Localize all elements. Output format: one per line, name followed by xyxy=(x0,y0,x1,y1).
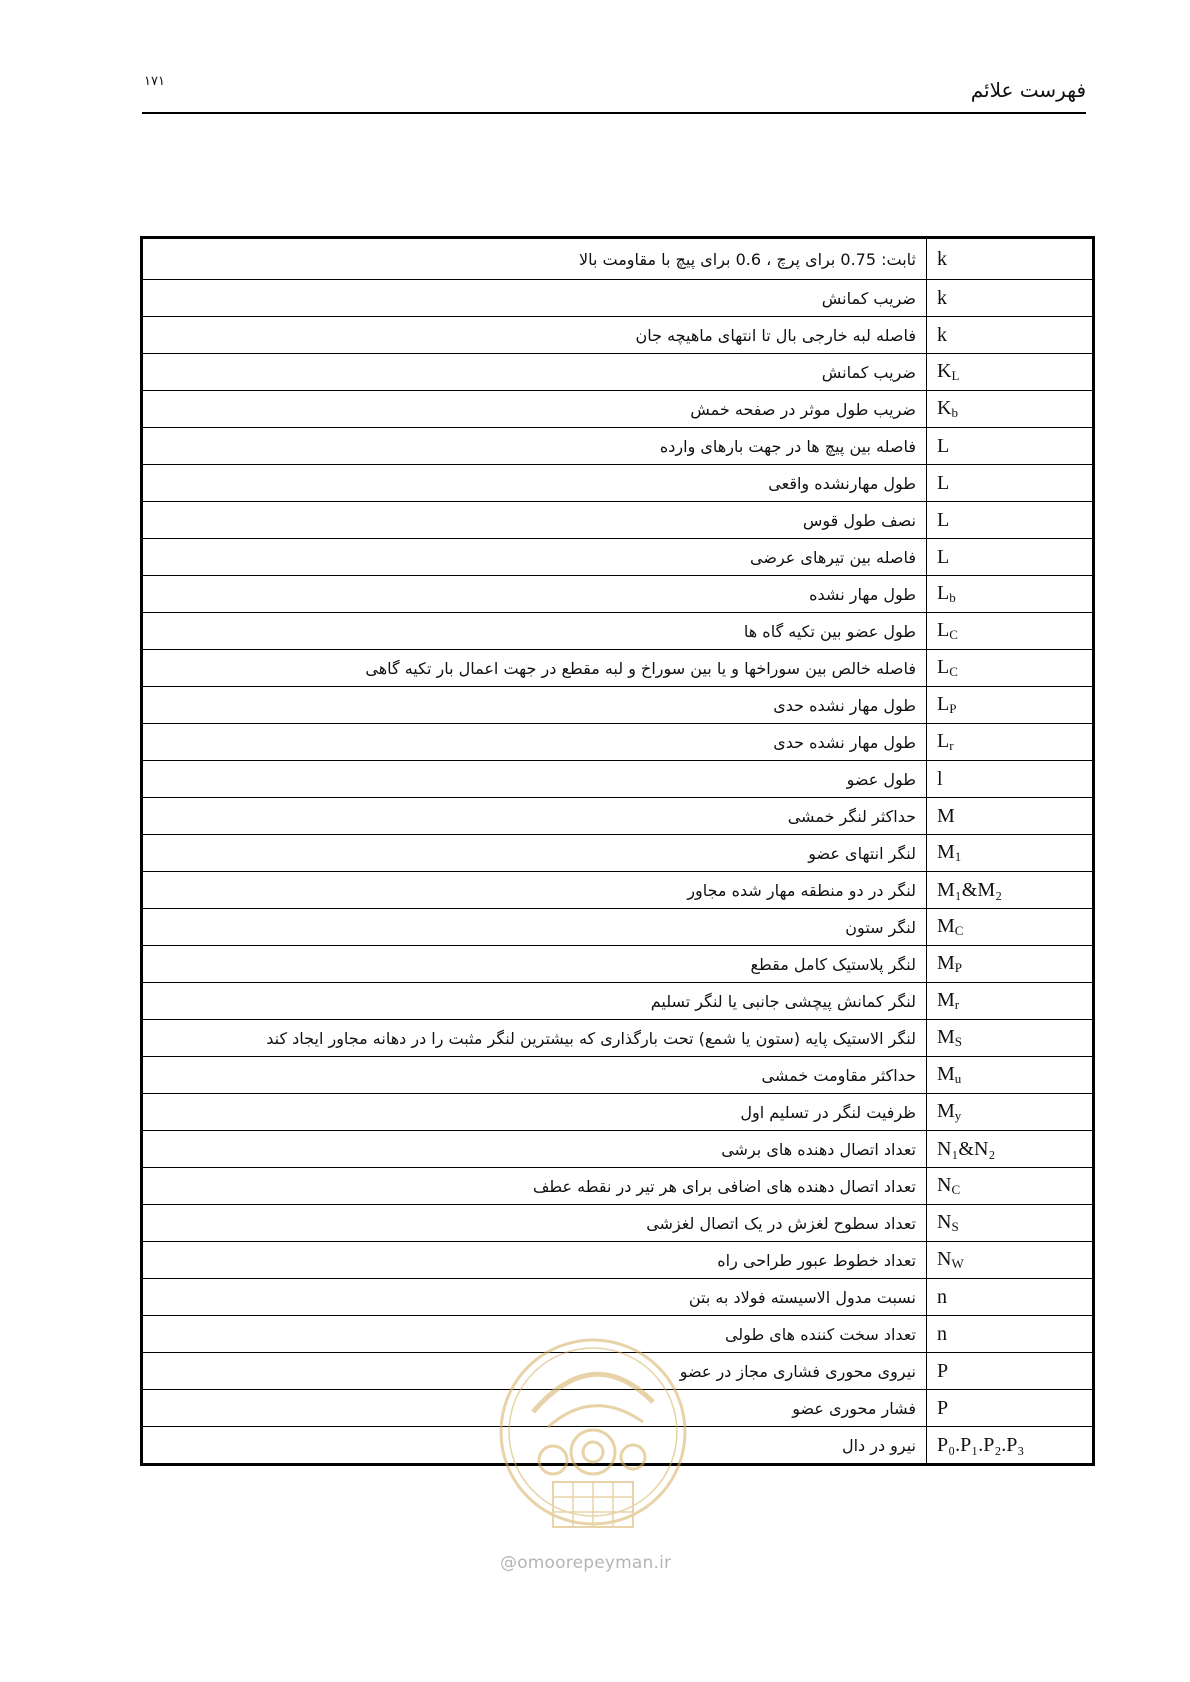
symbol-subscript: b xyxy=(951,405,958,420)
symbol-subscript: 1 xyxy=(954,849,962,864)
symbol-cell xyxy=(927,1427,1094,1465)
watermark-url: @omoorepeyman.ir xyxy=(500,1553,672,1573)
page-number: ۱۷۱ xyxy=(144,74,165,89)
symbol-description: طول مهارنشده واقعی xyxy=(142,465,927,502)
symbol-description: نیرو در دال xyxy=(142,1427,927,1465)
symbol-description: ظرفیت لنگر در تسلیم اول xyxy=(142,1094,927,1131)
table-row xyxy=(142,238,1094,280)
symbol-description: ضریب کمانش xyxy=(142,280,927,317)
symbol-main: M xyxy=(937,915,955,937)
symbol-description: طول مهار نشده حدی xyxy=(142,687,927,724)
symbol-main: N₁&N₂ xyxy=(937,1137,996,1160)
symbol-main: L xyxy=(937,582,950,604)
symbol-subscript: r xyxy=(949,738,954,753)
symbol-cell xyxy=(927,650,1094,687)
table-row xyxy=(142,946,1094,983)
symbol-cell xyxy=(927,687,1094,724)
symbol-main: L xyxy=(937,471,950,494)
symbol-cell xyxy=(927,539,1094,576)
symbol-subscript: r xyxy=(954,997,960,1012)
symbol-cell xyxy=(927,1020,1094,1057)
symbol-cell xyxy=(927,1205,1094,1242)
symbol-subscript: u xyxy=(954,1071,962,1086)
symbol-description: لنگر ستون xyxy=(142,909,927,946)
table-row xyxy=(142,872,1094,909)
symbol-subscript: C xyxy=(951,1182,961,1197)
symbol-subscript: S xyxy=(951,1219,959,1234)
header-rule xyxy=(142,112,1086,114)
symbol-cell xyxy=(927,1131,1094,1168)
symbol-main: L xyxy=(937,545,950,568)
symbol-cell xyxy=(927,354,1094,391)
table-row xyxy=(142,428,1094,465)
table-row xyxy=(142,983,1094,1020)
symbol-description: طول عضو بین تکیه گاه ها xyxy=(142,613,927,650)
symbol-description: فاصله خالص بین سوراخها و یا بین سوراخ و لبه مقطع در جهت اعمال بار تکیه گاهی xyxy=(142,650,927,687)
table-row xyxy=(142,650,1094,687)
symbol-main: M₁&M₂ xyxy=(937,878,1003,901)
symbol-main: N xyxy=(937,1248,952,1270)
symbol-cell xyxy=(927,872,1094,909)
symbol-subscript: P xyxy=(954,960,963,975)
symbol-main: M xyxy=(937,1100,955,1122)
page-header xyxy=(142,70,1086,115)
table-row xyxy=(142,1168,1094,1205)
symbols-table-body xyxy=(142,238,1094,1465)
symbol-cell xyxy=(927,428,1094,465)
symbol-description: لنگر پلاستیک کامل مقطع xyxy=(142,946,927,983)
symbol-subscript: C xyxy=(949,664,958,679)
symbol-main: L xyxy=(937,619,950,641)
table-row xyxy=(142,280,1094,317)
symbol-cell xyxy=(927,1242,1094,1279)
table-row xyxy=(142,1242,1094,1279)
symbol-subscript: S xyxy=(954,1034,963,1049)
symbol-main: L xyxy=(937,434,950,457)
symbol-description: ثابت: 0.75 برای پرچ ، 0.6 برای پیچ با مقاومت بالا xyxy=(142,238,927,280)
symbol-cell xyxy=(927,465,1094,502)
symbol-description: فاصله بین پیچ ها در جهت بارهای وارده xyxy=(142,428,927,465)
symbol-description: تعداد سخت کننده های طولی xyxy=(142,1316,927,1353)
symbol-description: طول مهار نشده حدی xyxy=(142,724,927,761)
symbol-main: M xyxy=(937,804,955,827)
symbol-cell xyxy=(927,1279,1094,1316)
symbol-subscript: b xyxy=(949,590,956,605)
symbol-main: N xyxy=(937,1211,952,1233)
symbol-main: M xyxy=(937,952,955,974)
symbol-description: طول مهار نشده xyxy=(142,576,927,613)
symbol-cell xyxy=(927,1057,1094,1094)
symbol-main: N xyxy=(937,1174,952,1196)
table-row xyxy=(142,909,1094,946)
symbol-cell xyxy=(927,946,1094,983)
table-row xyxy=(142,724,1094,761)
table-row xyxy=(142,1279,1094,1316)
symbol-main: n xyxy=(937,1285,947,1308)
symbol-cell xyxy=(927,761,1094,798)
symbol-main: P xyxy=(937,1396,949,1419)
symbol-main: K xyxy=(937,397,952,419)
symbol-main: M xyxy=(937,1026,955,1048)
symbol-description: نیروی محوری فشاری مجاز در عضو xyxy=(142,1353,927,1390)
symbol-description: نسبت مدول الاسیسته فولاد به بتن xyxy=(142,1279,927,1316)
table-row xyxy=(142,835,1094,872)
symbol-main: K xyxy=(937,360,952,382)
running-title: فهرست علائم xyxy=(970,78,1086,102)
symbol-cell xyxy=(927,1168,1094,1205)
symbol-description: لنگر کمانش پیچشی جانبی یا لنگر تسلیم xyxy=(142,983,927,1020)
symbol-subscript: y xyxy=(954,1108,962,1123)
symbol-cell xyxy=(927,983,1094,1020)
symbol-description: لنگر در دو منطقه مهار شده مجاور xyxy=(142,872,927,909)
table-row xyxy=(142,1205,1094,1242)
symbol-description: لنگر الاستیک پایه (ستون یا شمع) تحت بارگذاری که بیشترین لنگر مثبت را در دهانه مجاور ایجاد کند xyxy=(142,1020,927,1057)
symbol-main: M xyxy=(937,989,955,1011)
symbol-description: فاصله بین تیرهای عرضی xyxy=(142,539,927,576)
symbol-main: P xyxy=(937,1359,949,1382)
table-row xyxy=(142,1094,1094,1131)
symbol-main: k xyxy=(937,323,947,346)
symbol-description: ضریب طول موثر در صفحه خمش xyxy=(142,391,927,428)
symbol-description: تعداد سطوح لغزش در یک اتصال لغزشی xyxy=(142,1205,927,1242)
symbol-subscript: C xyxy=(954,923,964,938)
symbol-main: n xyxy=(937,1322,947,1345)
table-row xyxy=(142,354,1094,391)
table-row xyxy=(142,687,1094,724)
symbol-description: فاصله لبه خارجی بال تا انتهای ماهیچه جان xyxy=(142,317,927,354)
table-row xyxy=(142,798,1094,835)
symbol-main: P₀.P₁.P₂.P₃ xyxy=(937,1433,1025,1456)
symbol-cell xyxy=(927,835,1094,872)
symbol-cell xyxy=(927,502,1094,539)
symbol-cell xyxy=(927,909,1094,946)
table-row xyxy=(142,539,1094,576)
symbol-cell xyxy=(927,798,1094,835)
symbol-cell xyxy=(927,1390,1094,1427)
table-row xyxy=(142,761,1094,798)
symbol-subscript: C xyxy=(949,627,958,642)
symbol-main: l xyxy=(937,767,943,790)
symbol-cell xyxy=(927,1316,1094,1353)
symbol-main: L xyxy=(937,656,950,678)
symbol-main: L xyxy=(937,730,950,752)
symbol-cell xyxy=(927,1094,1094,1131)
symbol-cell xyxy=(927,280,1094,317)
table-row xyxy=(142,391,1094,428)
symbol-description: لنگر انتهای عضو xyxy=(142,835,927,872)
table-row xyxy=(142,1131,1094,1168)
symbol-main: M xyxy=(937,1063,955,1085)
symbol-description: تعداد اتصال دهنده های برشی xyxy=(142,1131,927,1168)
symbol-main: L xyxy=(937,508,950,531)
symbol-subscript: L xyxy=(951,368,960,383)
table-row xyxy=(142,576,1094,613)
symbol-cell xyxy=(927,238,1094,280)
symbol-cell xyxy=(927,391,1094,428)
symbol-subscript: P xyxy=(949,701,957,716)
symbol-description: تعداد اتصال دهنده های اضافی برای هر تیر در نقطه عطف xyxy=(142,1168,927,1205)
table-row xyxy=(142,1057,1094,1094)
symbol-main: k xyxy=(937,247,947,270)
symbol-description: فشار محوری عضو xyxy=(142,1390,927,1427)
watermark-logo xyxy=(493,1332,693,1542)
table-row xyxy=(142,613,1094,650)
symbols-table xyxy=(140,236,1095,1466)
symbol-cell xyxy=(927,317,1094,354)
table-row xyxy=(142,502,1094,539)
symbol-description: حداکثر لنگر خمشی xyxy=(142,798,927,835)
symbol-cell xyxy=(927,1353,1094,1390)
table-row xyxy=(142,465,1094,502)
symbol-description: ضریب کمانش xyxy=(142,354,927,391)
symbol-description: طول عضو xyxy=(142,761,927,798)
symbol-cell xyxy=(927,613,1094,650)
symbol-description: تعداد خطوط عبور طراحی راه xyxy=(142,1242,927,1279)
symbol-main: L xyxy=(937,693,950,715)
table-row xyxy=(142,1020,1094,1057)
symbol-main: k xyxy=(937,286,947,309)
symbol-description: نصف طول قوس xyxy=(142,502,927,539)
symbol-cell xyxy=(927,724,1094,761)
symbol-subscript: W xyxy=(951,1256,964,1271)
symbol-main: M xyxy=(937,841,955,863)
symbol-description: حداکثر مقاومت خمشی xyxy=(142,1057,927,1094)
symbol-cell xyxy=(927,576,1094,613)
table-row xyxy=(142,317,1094,354)
